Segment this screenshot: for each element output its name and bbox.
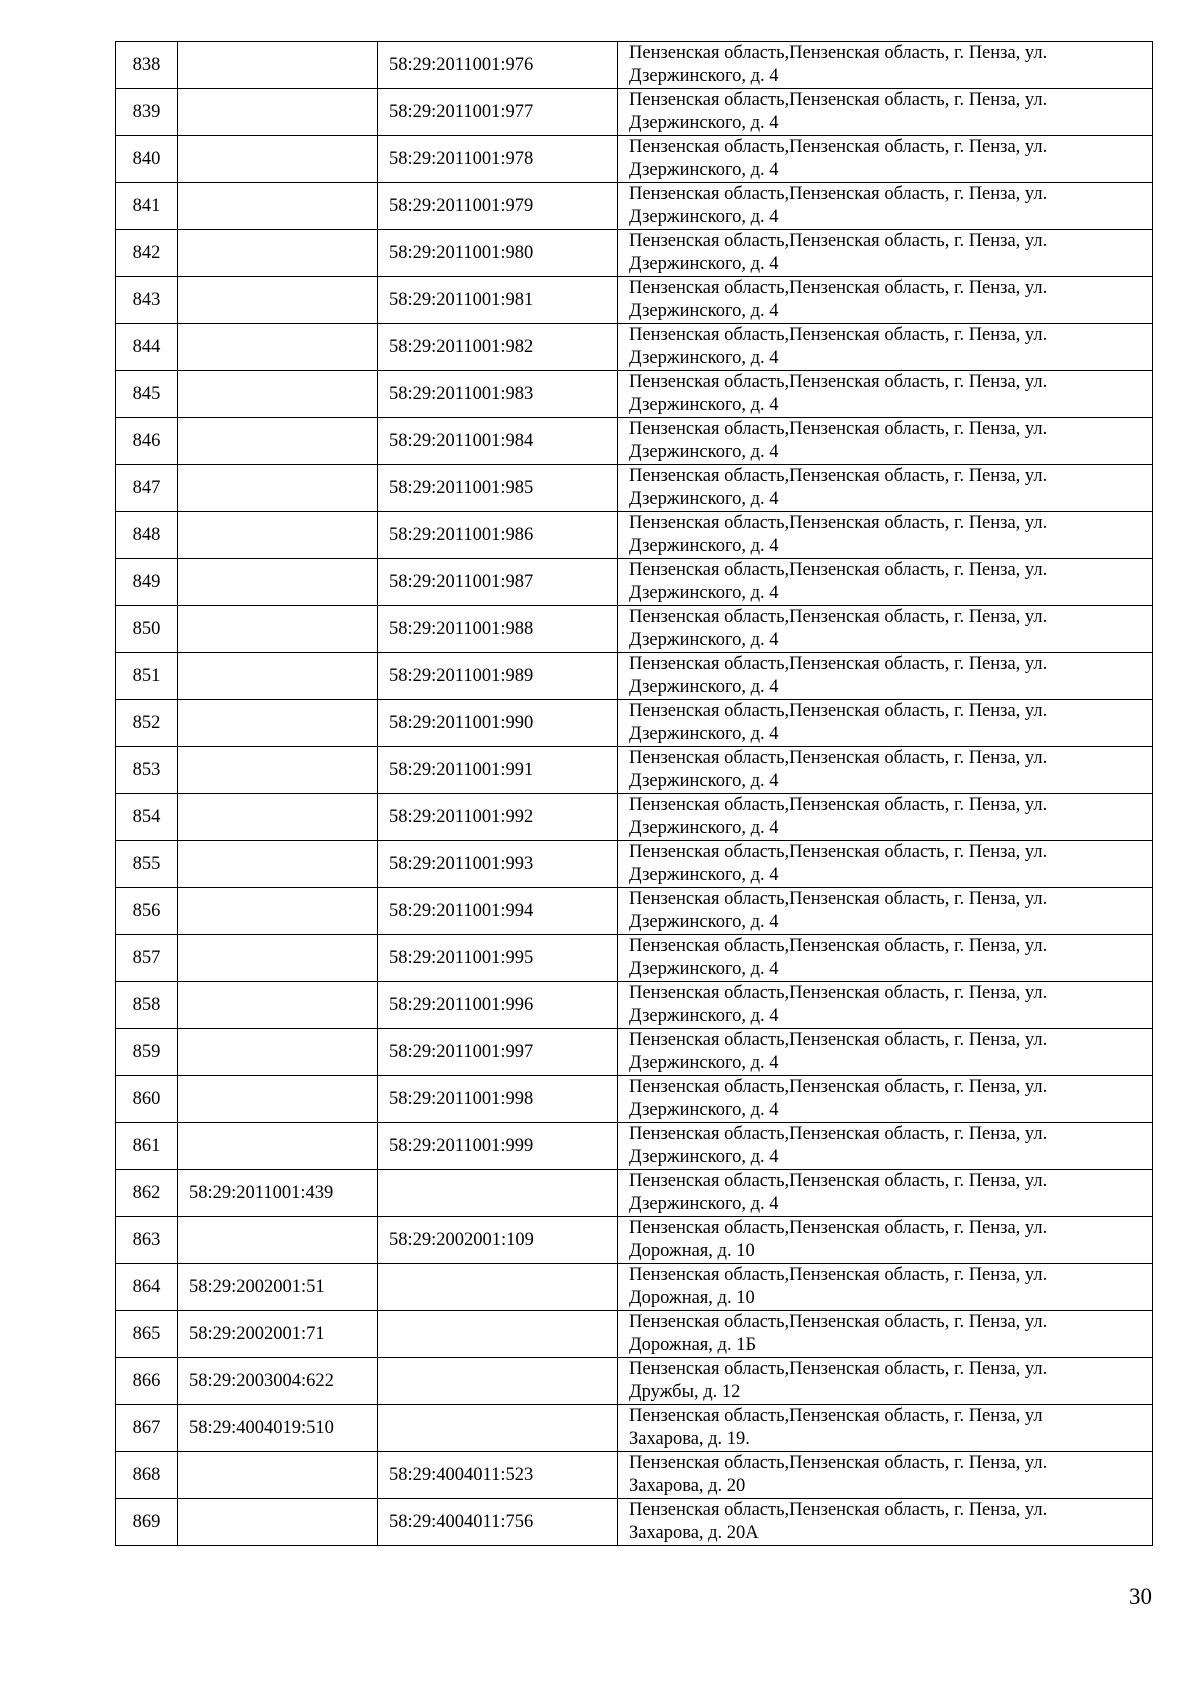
cadastral-number-land: [178, 935, 378, 982]
cadastral-number-land: [178, 371, 378, 418]
address-cell: [618, 1358, 1153, 1405]
address-line-2: Дзержинского, д. 4: [629, 1194, 779, 1214]
table-row: [116, 559, 1153, 606]
address-line-1: Пензенская область,Пензенская область, г. Пенза, ул.: [629, 137, 1048, 157]
address-cell: [618, 559, 1153, 606]
table-row: [116, 277, 1153, 324]
table-row: [116, 1405, 1153, 1452]
address-cell: [618, 794, 1153, 841]
address-line-2: Захарова, д. 19.: [629, 1429, 750, 1449]
address-line-1: Пензенская область,Пензенская область, г. Пенза, ул.: [629, 701, 1048, 721]
address-line-1: Пензенская область,Пензенская область, г. Пенза, ул.: [629, 278, 1048, 298]
cadastral-number-premises: [378, 1311, 618, 1358]
row-number: 856: [116, 888, 178, 935]
address-line-1: Пензенская область,Пензенская область, г. Пенза, ул.: [629, 325, 1048, 345]
address-line-2: Дзержинского, д. 4: [629, 1100, 779, 1120]
cadastral-number-land: [178, 606, 378, 653]
address-line-1: Пензенская область,Пензенская область, г. Пенза, ул.: [629, 936, 1048, 956]
row-number: 838: [116, 42, 178, 89]
address-line-1: Пензенская область,Пензенская область, г. Пенза, ул.: [629, 1312, 1048, 1332]
cadastral-number-premises: 58:29:2011001:981: [378, 277, 618, 324]
cadastral-number-premises: 58:29:2002001:109: [378, 1217, 618, 1264]
cadastral-number-premises: 58:29:2011001:989: [378, 653, 618, 700]
table-row: [116, 418, 1153, 465]
cadastral-number-premises: 58:29:2011001:991: [378, 747, 618, 794]
address-line-2: Дзержинского, д. 4: [629, 301, 779, 321]
page-number: 30: [1129, 1584, 1152, 1609]
table-row: [116, 982, 1153, 1029]
address-line-2: Дзержинского, д. 4: [629, 865, 779, 885]
cadastral-number-premises: 58:29:2011001:995: [378, 935, 618, 982]
address-cell: [618, 89, 1153, 136]
address-line-2: Захарова, д. 20А: [629, 1523, 759, 1543]
cadastral-number-premises: 58:29:2011001:987: [378, 559, 618, 606]
address-line-2: Дзержинского, д. 4: [629, 348, 779, 368]
address-line-1: Пензенская область,Пензенская область, г. Пенза, ул.: [629, 1124, 1048, 1144]
cadastral-number-premises: 58:29:2011001:976: [378, 42, 618, 89]
cadastral-number-premises: 58:29:2011001:980: [378, 230, 618, 277]
table-row: [116, 1311, 1153, 1358]
table-row: [116, 371, 1153, 418]
address-line-2: Дорожная, д. 10: [629, 1241, 755, 1261]
address-line-2: Дзержинского, д. 4: [629, 160, 779, 180]
table-row: [116, 42, 1153, 89]
table-row: [116, 324, 1153, 371]
address-line-1: Пензенская область,Пензенская область, г. Пенза, ул.: [629, 419, 1048, 439]
cadastral-number-land: [178, 1452, 378, 1499]
address-line-2: Дзержинского, д. 4: [629, 818, 779, 838]
cadastral-number-land: [178, 277, 378, 324]
cadastral-number-premises: 58:29:2011001:997: [378, 1029, 618, 1076]
address-cell: [618, 1029, 1153, 1076]
table-row: [116, 1029, 1153, 1076]
address-cell: [618, 1311, 1153, 1358]
cadastral-number-premises: [378, 1170, 618, 1217]
cadastral-number-land: 58:29:2002001:51: [178, 1264, 378, 1311]
row-number: 842: [116, 230, 178, 277]
table-row: [116, 888, 1153, 935]
row-number: 841: [116, 183, 178, 230]
address-cell: [618, 1452, 1153, 1499]
address-cell: [618, 1217, 1153, 1264]
cadastral-number-premises: 58:29:2011001:998: [378, 1076, 618, 1123]
address-cell: [618, 653, 1153, 700]
table-row: [116, 1499, 1153, 1546]
address-line-1: Пензенская область,Пензенская область, г. Пенза, ул.: [629, 560, 1048, 580]
cadastral-number-land: [178, 1123, 378, 1170]
address-cell: [618, 606, 1153, 653]
cadastral-number-land: [178, 1499, 378, 1546]
row-number: 855: [116, 841, 178, 888]
cadastral-number-land: [178, 418, 378, 465]
address-line-1: Пензенская область,Пензенская область, г. Пенза, ул.: [629, 1171, 1048, 1191]
address-cell: [618, 1170, 1153, 1217]
table-row: [116, 935, 1153, 982]
row-number: 839: [116, 89, 178, 136]
address-line-1: Пензенская область,Пензенская область, г. Пенза, ул.: [629, 983, 1048, 1003]
address-line-2: Дзержинского, д. 4: [629, 536, 779, 556]
address-line-1: Пензенская область,Пензенская область, г. Пенза, ул: [629, 1406, 1043, 1426]
table-row: [116, 1170, 1153, 1217]
row-number: 845: [116, 371, 178, 418]
address-line-2: Дзержинского, д. 4: [629, 113, 779, 133]
table-row: [116, 89, 1153, 136]
address-cell: [618, 747, 1153, 794]
address-cell: [618, 1123, 1153, 1170]
address-line-2: Дзержинского, д. 4: [629, 912, 779, 932]
address-line-2: Захарова, д. 20: [629, 1476, 746, 1496]
row-number: 854: [116, 794, 178, 841]
row-number: 860: [116, 1076, 178, 1123]
cadastral-number-land: 58:29:2002001:71: [178, 1311, 378, 1358]
row-number: 859: [116, 1029, 178, 1076]
cadastral-number-premises: 58:29:4004011:756: [378, 1499, 618, 1546]
table-row: [116, 653, 1153, 700]
table-row: [116, 747, 1153, 794]
address-cell: [618, 136, 1153, 183]
address-line-1: Пензенская область,Пензенская область, г. Пенза, ул.: [629, 1030, 1048, 1050]
cadastral-number-land: [178, 1029, 378, 1076]
address-line-2: Дзержинского, д. 4: [629, 677, 779, 697]
row-number: 840: [116, 136, 178, 183]
address-line-2: Дзержинского, д. 4: [629, 1006, 779, 1026]
address-line-2: Дзержинского, д. 4: [629, 66, 779, 86]
row-number: 869: [116, 1499, 178, 1546]
address-cell: [618, 1499, 1153, 1546]
address-line-1: Пензенская область,Пензенская область, г. Пенза, ул.: [629, 90, 1048, 110]
address-cell: [618, 841, 1153, 888]
cadastral-number-land: [178, 324, 378, 371]
cadastral-number-premises: [378, 1264, 618, 1311]
table-row: [116, 1123, 1153, 1170]
table-row: [116, 512, 1153, 559]
row-number: 858: [116, 982, 178, 1029]
address-line-1: Пензенская область,Пензенская область, г. Пенза, ул.: [629, 184, 1048, 204]
cadastral-number-premises: 58:29:2011001:986: [378, 512, 618, 559]
address-line-2: Дзержинского, д. 4: [629, 959, 779, 979]
address-cell: [618, 465, 1153, 512]
cadastral-number-land: 58:29:4004019:510: [178, 1405, 378, 1452]
row-number: 850: [116, 606, 178, 653]
table-row: [116, 841, 1153, 888]
address-line-1: Пензенская область,Пензенская область, г. Пенза, ул.: [629, 889, 1048, 909]
table-row: [116, 136, 1153, 183]
address-line-1: Пензенская область,Пензенская область, г. Пенза, ул.: [629, 1453, 1048, 1473]
row-number: 847: [116, 465, 178, 512]
row-number: 862: [116, 1170, 178, 1217]
address-line-1: Пензенская область,Пензенская область, г. Пенза, ул.: [629, 1265, 1048, 1285]
address-line-2: Дзержинского, д. 4: [629, 771, 779, 791]
address-line-2: Дзержинского, д. 4: [629, 207, 779, 227]
row-number: 848: [116, 512, 178, 559]
address-line-1: Пензенская область,Пензенская область, г. Пенза, ул.: [629, 1077, 1048, 1097]
table-row: [116, 183, 1153, 230]
address-line-2: Дорожная, д. 1Б: [629, 1335, 757, 1355]
cadastral-number-land: [178, 747, 378, 794]
address-line-2: Дзержинского, д. 4: [629, 489, 779, 509]
address-line-2: Дзержинского, д. 4: [629, 254, 779, 274]
address-cell: [618, 888, 1153, 935]
cadastral-number-land: [178, 465, 378, 512]
cadastral-number-land: [178, 1217, 378, 1264]
table-row: [116, 1452, 1153, 1499]
table-row: [116, 1076, 1153, 1123]
row-number: 851: [116, 653, 178, 700]
row-number: 861: [116, 1123, 178, 1170]
address-line-1: Пензенская область,Пензенская область, г. Пенза, ул.: [629, 1218, 1048, 1238]
cadastral-number-premises: 58:29:4004011:523: [378, 1452, 618, 1499]
address-cell: [618, 418, 1153, 465]
address-line-2: Дзержинского, д. 4: [629, 724, 779, 744]
row-number: 865: [116, 1311, 178, 1358]
cadastral-number-land: [178, 841, 378, 888]
address-line-1: Пензенская область,Пензенская область, г. Пенза, ул.: [629, 43, 1048, 63]
cadastral-number-land: [178, 512, 378, 559]
address-line-1: Пензенская область,Пензенская область, г. Пенза, ул.: [629, 795, 1048, 815]
table-row: [116, 230, 1153, 277]
cadastral-number-land: [178, 794, 378, 841]
address-line-2: Дзержинского, д. 4: [629, 630, 779, 650]
address-cell: [618, 277, 1153, 324]
row-number: 846: [116, 418, 178, 465]
address-line-2: Дзержинского, д. 4: [629, 583, 779, 603]
table-body: [116, 42, 1153, 1546]
cadastral-number-land: [178, 89, 378, 136]
address-line-2: Дзержинского, д. 4: [629, 395, 779, 415]
address-line-1: Пензенская область,Пензенская область, г. Пенза, ул.: [629, 372, 1048, 392]
cadastral-number-premises: 58:29:2011001:988: [378, 606, 618, 653]
property-table: [115, 41, 1153, 1546]
row-number: 866: [116, 1358, 178, 1405]
cadastral-number-land: [178, 183, 378, 230]
address-line-1: Пензенская область,Пензенская область, г. Пенза, ул.: [629, 748, 1048, 768]
cadastral-number-premises: 58:29:2011001:982: [378, 324, 618, 371]
address-line-2: Дорожная, д. 10: [629, 1288, 755, 1308]
address-line-2: Дзержинского, д. 4: [629, 1147, 779, 1167]
cadastral-number-land: [178, 42, 378, 89]
table-row: [116, 465, 1153, 512]
cadastral-number-land: [178, 888, 378, 935]
cadastral-number-premises: 58:29:2011001:990: [378, 700, 618, 747]
address-line-1: Пензенская область,Пензенская область, г. Пенза, ул.: [629, 842, 1048, 862]
cadastral-number-premises: 58:29:2011001:994: [378, 888, 618, 935]
address-line-1: Пензенская область,Пензенская область, г. Пенза, ул.: [629, 607, 1048, 627]
cadastral-number-premises: 58:29:2011001:993: [378, 841, 618, 888]
cadastral-number-premises: 58:29:2011001:992: [378, 794, 618, 841]
address-line-2: Дзержинского, д. 4: [629, 1053, 779, 1073]
cadastral-number-land: 58:29:2011001:439: [178, 1170, 378, 1217]
row-number: 864: [116, 1264, 178, 1311]
address-line-2: Дружбы, д. 12: [629, 1382, 741, 1402]
cadastral-number-premises: [378, 1405, 618, 1452]
table-row: [116, 1264, 1153, 1311]
address-cell: [618, 1405, 1153, 1452]
address-cell: [618, 324, 1153, 371]
address-line-1: Пензенская область,Пензенская область, г. Пенза, ул.: [629, 231, 1048, 251]
row-number: 843: [116, 277, 178, 324]
row-number: 852: [116, 700, 178, 747]
cadastral-number-premises: 58:29:2011001:977: [378, 89, 618, 136]
cadastral-number-land: 58:29:2003004:622: [178, 1358, 378, 1405]
row-number: 867: [116, 1405, 178, 1452]
cadastral-number-land: [178, 136, 378, 183]
address-cell: [618, 371, 1153, 418]
cadastral-number-land: [178, 700, 378, 747]
cadastral-number-premises: [378, 1358, 618, 1405]
address-line-1: Пензенская область,Пензенская область, г. Пенза, ул.: [629, 466, 1048, 486]
cadastral-number-land: [178, 230, 378, 277]
cadastral-number-premises: 58:29:2011001:983: [378, 371, 618, 418]
address-line-2: Дзержинского, д. 4: [629, 442, 779, 462]
address-line-1: Пензенская область,Пензенская область, г. Пенза, ул.: [629, 654, 1048, 674]
address-cell: [618, 42, 1153, 89]
cadastral-number-land: [178, 653, 378, 700]
address-cell: [618, 1264, 1153, 1311]
cadastral-number-land: [178, 1076, 378, 1123]
address-line-1: Пензенская область,Пензенская область, г. Пенза, ул.: [629, 1359, 1048, 1379]
cadastral-number-land: [178, 559, 378, 606]
cadastral-number-premises: 58:29:2011001:979: [378, 183, 618, 230]
table-row: [116, 1217, 1153, 1264]
address-line-1: Пензенская область,Пензенская область, г. Пенза, ул.: [629, 1500, 1048, 1520]
address-cell: [618, 700, 1153, 747]
address-line-1: Пензенская область,Пензенская область, г. Пенза, ул.: [629, 513, 1048, 533]
cadastral-number-land: [178, 982, 378, 1029]
address-cell: [618, 183, 1153, 230]
row-number: 849: [116, 559, 178, 606]
address-cell: [618, 512, 1153, 559]
table-row: [116, 700, 1153, 747]
row-number: 844: [116, 324, 178, 371]
cadastral-number-premises: 58:29:2011001:996: [378, 982, 618, 1029]
cadastral-number-premises: 58:29:2011001:978: [378, 136, 618, 183]
address-cell: [618, 982, 1153, 1029]
address-cell: [618, 935, 1153, 982]
address-cell: [618, 1076, 1153, 1123]
table-row: [116, 794, 1153, 841]
table-row: [116, 606, 1153, 653]
row-number: 868: [116, 1452, 178, 1499]
row-number: 853: [116, 747, 178, 794]
row-number: 863: [116, 1217, 178, 1264]
address-cell: [618, 230, 1153, 277]
row-number: 857: [116, 935, 178, 982]
table-row: [116, 1358, 1153, 1405]
cadastral-number-premises: 58:29:2011001:999: [378, 1123, 618, 1170]
cadastral-number-premises: 58:29:2011001:984: [378, 418, 618, 465]
cadastral-number-premises: 58:29:2011001:985: [378, 465, 618, 512]
